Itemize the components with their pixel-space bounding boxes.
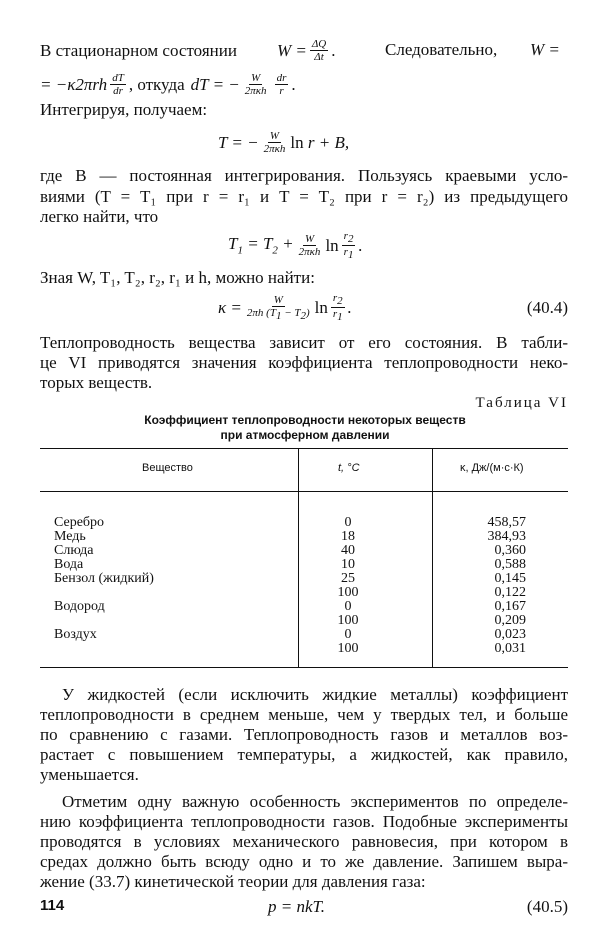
cell-conductivity: 0,167	[494, 599, 526, 614]
table-caption: Таблица VI	[475, 395, 568, 411]
table-title: Коэффициент теплопроводности некоторых веществ	[144, 413, 466, 427]
formula-w-expression: = −κ2πrh	[40, 74, 108, 94]
formula-integral: T = − $\frac{W}{\text{2πκh}}$ ln r + B,	[218, 130, 350, 155]
text-fragment: В стационарном состоянии	[40, 40, 237, 60]
cell-conductivity: 384,93	[487, 529, 526, 544]
equation-number: (40.4)	[526, 298, 568, 317]
page-number: 114	[40, 897, 65, 914]
formula-w: W =	[530, 40, 560, 59]
text-line: растает с повышением температуры, а жидкостей, как правило,	[40, 745, 568, 764]
text-line: Отметим одну важную особенность экспериментов по определе-	[62, 792, 568, 811]
cell-conductivity: 0,031	[494, 641, 526, 656]
column-header: Вещество	[142, 462, 193, 474]
text-line: уменьшается.	[40, 765, 139, 784]
cell-conductivity: 0,023	[494, 627, 526, 642]
cell-temperature: 0	[344, 627, 352, 642]
formula-w-ratio: W =	[276, 40, 307, 60]
cell-temperature: 100	[337, 641, 359, 656]
table-row	[40, 544, 568, 558]
formula-kappa: κ = $\frac{W}{2\pi h (T_1 - T_2)}$ ln $\frac{r_2}{r_1}$ .	[218, 292, 352, 324]
cell-conductivity: 458,57	[487, 515, 526, 530]
fraction: $\frac{\Delta Q}{\Delta t}$	[311, 38, 327, 63]
table-row	[40, 642, 568, 656]
cell-temperature: 100	[337, 585, 359, 600]
cell-temperature: 100	[337, 613, 359, 628]
cell-substance: Воздух	[54, 627, 97, 642]
equation-number: (40.5)	[526, 897, 568, 916]
text-line: легко найти, что	[40, 207, 159, 226]
cell-conductivity: 0,145	[494, 571, 526, 586]
cell-temperature: 0	[344, 515, 352, 530]
text-line: = −κ2πrh $\frac{dT}{dr}$ , откуда dT = − $\frac{W}{\text{2πκh}}$ $\frac{dr}{r}$ .	[40, 72, 296, 97]
cell-conductivity: 0,122	[494, 585, 526, 600]
column-header: t, °C	[338, 462, 360, 474]
cell-temperature: 25	[341, 571, 355, 586]
cell-temperature: 10	[341, 557, 355, 572]
table-row	[40, 516, 568, 530]
cell-substance: Слюда	[54, 543, 94, 558]
table-row	[40, 530, 568, 544]
table-row	[40, 628, 568, 642]
table-row	[40, 558, 568, 572]
cell-temperature: 40	[341, 543, 355, 558]
text-line: теплопроводности в среднем меньше, чем у твердых тел, и больше	[40, 705, 568, 724]
table-row	[40, 600, 568, 614]
cell-conductivity: 0,588	[494, 557, 526, 572]
text-line: Зная W, T₁, T₂, r₂, r₁ и h, можно найти:	[40, 268, 315, 287]
cell-substance: Вода	[54, 557, 84, 572]
fraction: $\frac{dr}{r}$	[276, 72, 287, 97]
text-line: торых веществ.	[40, 373, 153, 392]
text-line: проводятся в условиях механического равновесия, при котором в	[40, 832, 568, 851]
fraction: $\frac{W}{\text{2πκh}}$	[298, 233, 321, 259]
text-fragment: Следовательно,	[385, 40, 498, 59]
table-title: при атмосферном давлении	[220, 428, 390, 442]
fraction: $\frac{r_2}{r_1}$	[332, 292, 343, 324]
cell-substance: Бензол (жидкий)	[54, 571, 154, 586]
cell-temperature: 18	[341, 529, 355, 544]
text-line: В стационарном состоянии W = $\frac{\Delta Q}{\Delta t}$ .	[40, 38, 336, 63]
table-row	[40, 572, 568, 586]
cell-conductivity: 0,209	[494, 613, 526, 628]
formula-t1: $T_1 = T_2$ + $\frac{W}{\text{2πκh}}$ ln $\frac{r_2}{r_1}$ .	[228, 230, 363, 262]
table-row	[40, 586, 568, 600]
text-line: где B — постоянная интегрирования. Пользуясь краевыми усло-	[40, 166, 568, 185]
fraction: $\frac{W}{\text{2πκh}}$	[244, 72, 267, 97]
text-line: по сравнению с газами. Теплопроводность газов и металлов воз-	[40, 725, 568, 744]
text-line: Интегрируя, получаем:	[40, 100, 208, 119]
fraction: $\frac{W}{\text{2πκh}}$	[263, 130, 286, 155]
table-row	[40, 614, 568, 628]
formula-dt: dT = −	[190, 74, 240, 94]
cell-substance: Водород	[54, 599, 105, 614]
fraction: $\frac{W}{2\pi h (T_1 - T_2)}$	[246, 293, 310, 322]
text-line: жение (33.7) кинетической теории для давления газа:	[40, 872, 426, 891]
fraction: $\frac{r_2}{r_1}$	[343, 230, 354, 262]
cell-substance: Серебро	[54, 515, 105, 530]
text-line: Теплопроводность вещества зависит от его состояния. В табли-	[40, 333, 568, 352]
header-divider	[40, 491, 568, 492]
text-line: средах должно быть всюду одно и то же давление. Запишем выра-	[40, 852, 568, 871]
column-header: κ, Дж/(м·с·К)	[460, 462, 524, 474]
fraction: $\frac{dT}{dr}$	[112, 72, 124, 97]
text-line: нию коэффициента теплопроводности газов. Подобные эксперименты	[40, 812, 568, 831]
cell-temperature: 0	[344, 599, 352, 614]
text-line: виями (T = T₁ при r = r₁ и T = T₂ при r = r₂) из предыдущего	[40, 187, 568, 206]
formula-pressure: p = nkT.	[268, 897, 325, 916]
text-fragment: , откуда	[128, 74, 185, 94]
data-table	[40, 448, 568, 668]
text-line: У жидкостей (если исключить жидкие металлы) коэффициент	[62, 685, 568, 704]
text-line: це VI приводятся значения коэффициента теплопроводности неко-	[40, 353, 568, 372]
cell-substance: Медь	[54, 529, 86, 544]
cell-conductivity: 0,360	[494, 543, 526, 558]
